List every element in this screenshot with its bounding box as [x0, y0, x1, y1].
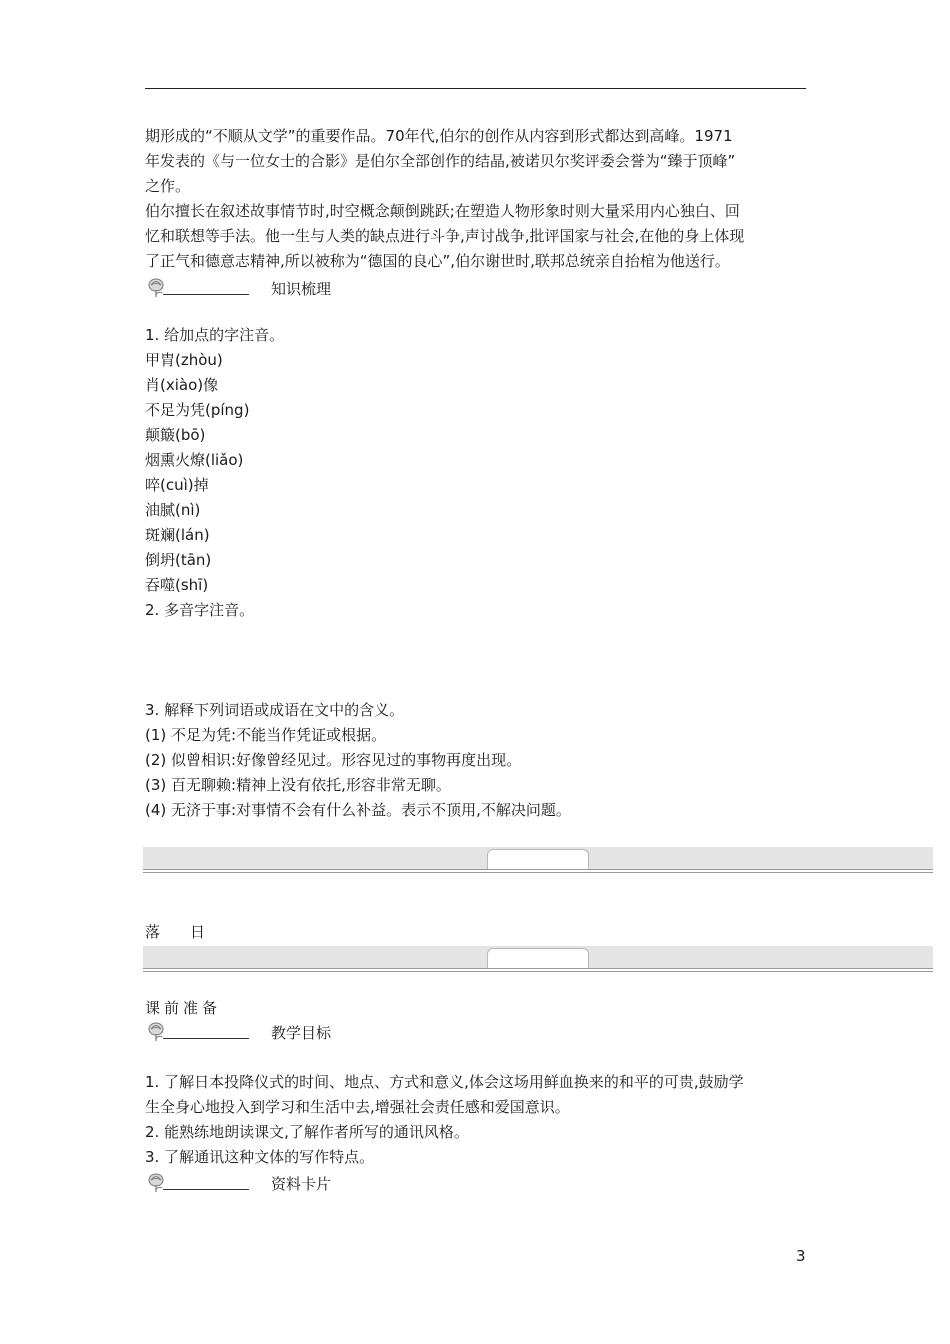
- definition-item: (4) 无济于事:对事情不会有什么补益。表示不顶用,不解决问题。: [145, 801, 571, 819]
- pinyin-item: 烟熏火燎(liǎo): [145, 451, 244, 469]
- intro-line: 年发表的《与一位女士的合影》是伯尔全部创作的结晶,被诺贝尔奖评委会誉为“臻于顶峰”: [145, 152, 736, 170]
- pinyin-item: 吞噬(shī): [145, 576, 209, 594]
- intro-line: 之作。: [145, 177, 191, 195]
- intro-line: 了正气和德意志精神,所以被称为“德国的良心”,伯尔谢世时,联邦总统亲自抬棺为他送行。: [145, 252, 730, 270]
- intro-line: 忆和联想等手法。他一生与人类的缺点进行斗争,声讨战争,批评国家与社会,在他的身上体现: [145, 227, 745, 245]
- page-number: 3: [796, 1247, 806, 1265]
- section-divider-band: [143, 946, 933, 972]
- pinyin-item: 油腻(nì): [145, 501, 201, 519]
- pinyin-item: 倒坍(tān): [145, 551, 212, 569]
- intro-line: 期形成的“不顺从文学”的重要作品。70年代,伯尔的创作从内容到形式都达到高峰。1971: [145, 127, 733, 145]
- pinyin-item: 甲胄(zhòu): [145, 351, 223, 369]
- goal-line: 1. 了解日本投降仪式的时间、地点、方式和意义,体会这场用鲜血换来的和平的可贵,鼓励学: [145, 1073, 744, 1091]
- divider-tab: [487, 849, 589, 870]
- section-heading-label: 知识梳理: [271, 280, 332, 298]
- section-heading-label: 教学目标: [271, 1024, 332, 1042]
- definition-item: (1) 不足为凭:不能当作凭证或根据。: [145, 726, 387, 744]
- question-1: 1. 给加点的字注音。: [145, 326, 285, 344]
- pinyin-item: 颠簸(bō): [145, 426, 206, 444]
- pinyin-item: 不足为凭(píng): [145, 401, 250, 419]
- definition-item: (2) 似曾相识:好像曾经见过。形容见过的事物再度出现。: [145, 751, 522, 769]
- goal-line: 生全身心地投入到学习和生活中去,增强社会责任感和爱国意识。: [145, 1098, 570, 1116]
- goal-line: 3. 了解通讯这种文体的写作特点。: [145, 1148, 375, 1166]
- heading-underline: [163, 1038, 249, 1039]
- heading-underline: [163, 1189, 249, 1190]
- section-divider-band: [143, 847, 933, 873]
- heading-underline: [163, 294, 249, 295]
- pinyin-item: 斑斓(lán): [145, 526, 210, 544]
- lesson-title: 落日: [145, 923, 236, 941]
- header-rule: [145, 88, 806, 89]
- goal-line: 2. 能熟练地朗读课文,了解作者所写的通讯风格。: [145, 1123, 469, 1141]
- divider-tab: [487, 948, 589, 969]
- intro-line: 伯尔擅长在叙述故事情节时,时空概念颠倒跳跃;在塑造人物形象时则大量采用内心独白、回: [145, 202, 740, 220]
- section-heading-label: 资料卡片: [271, 1175, 332, 1193]
- question-2: 2. 多音字注音。: [145, 601, 255, 619]
- prep-heading: 课前准备: [145, 999, 222, 1017]
- definition-item: (3) 百无聊赖:精神上没有依托,形容非常无聊。: [145, 776, 451, 794]
- question-3: 3. 解释下列词语或成语在文中的含义。: [145, 701, 405, 719]
- pinyin-item: 啐(cuì)掉: [145, 476, 209, 494]
- pinyin-item: 肖(xiào)像: [145, 376, 219, 394]
